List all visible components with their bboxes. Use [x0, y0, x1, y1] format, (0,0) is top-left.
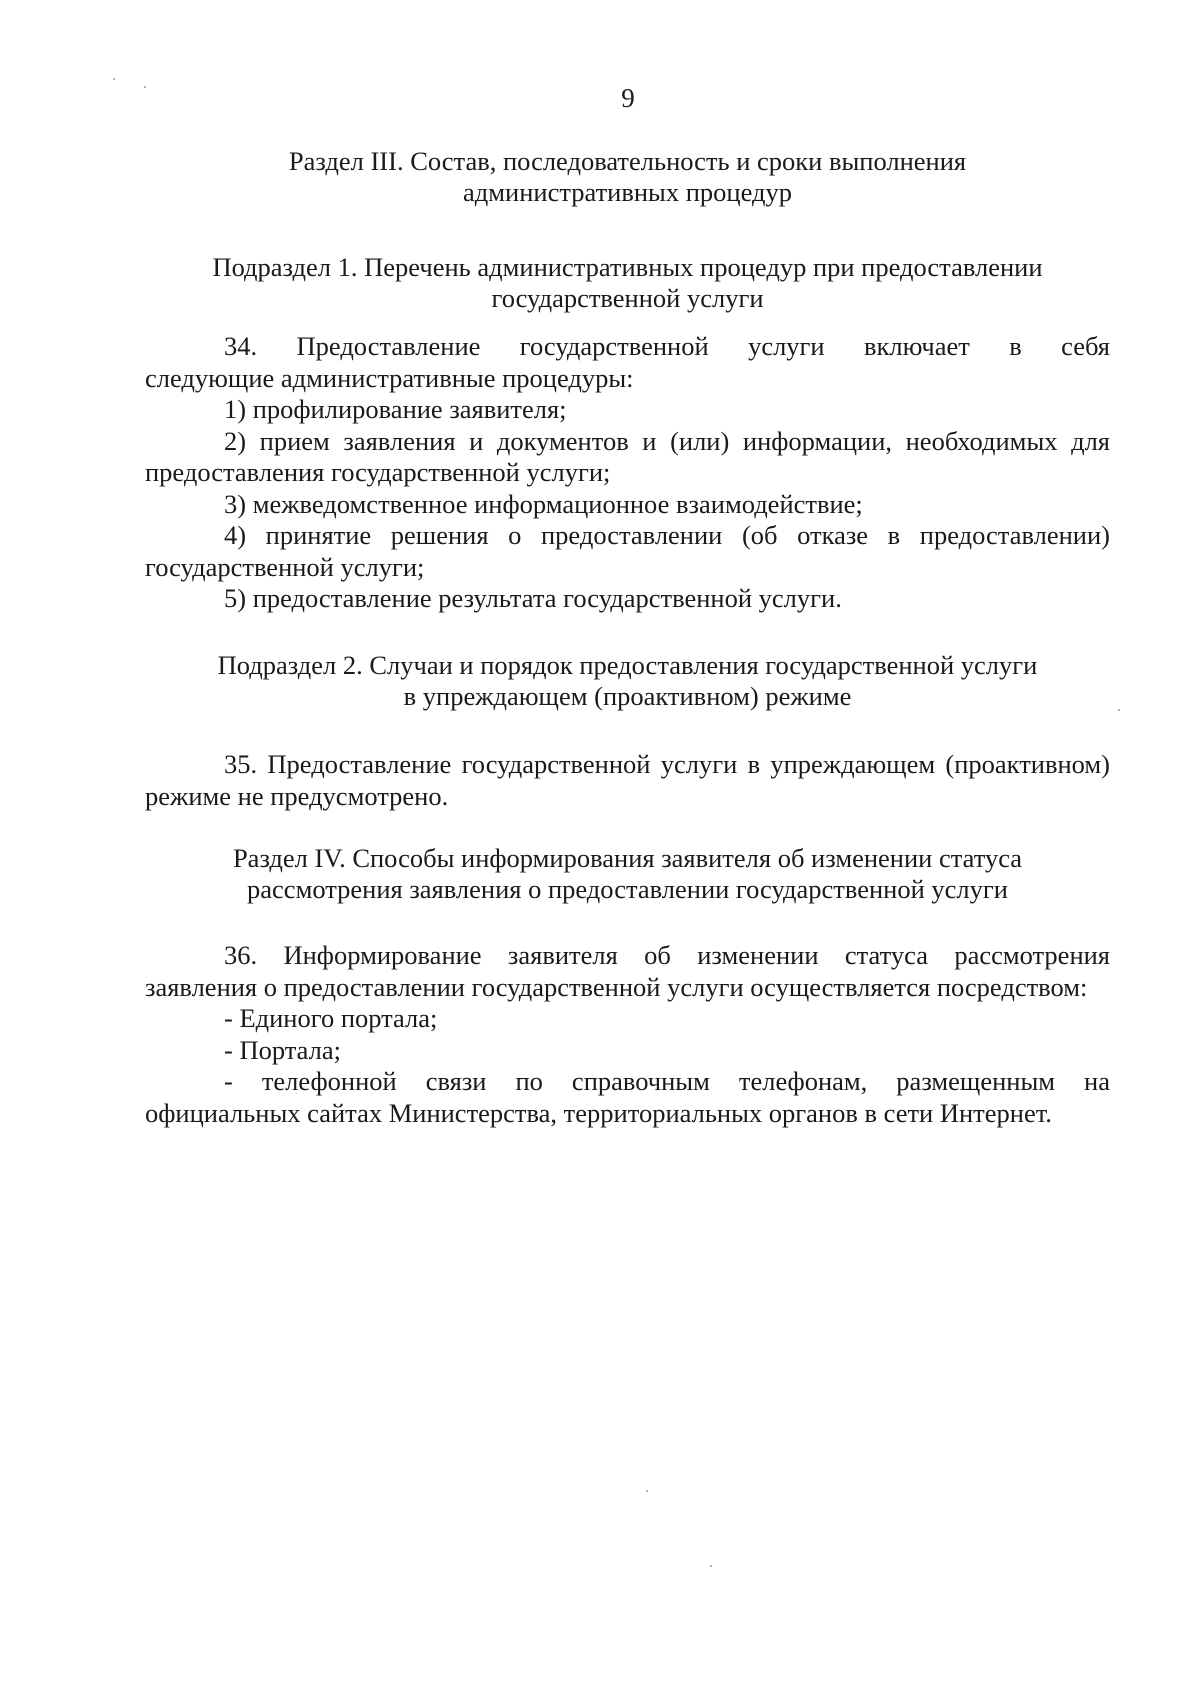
subsection-2-heading	[145, 650, 1110, 712]
section-3-title-line-2: административных процедур	[463, 177, 792, 207]
scan-speck	[144, 86, 146, 88]
channel-item-2: - Портала;	[224, 1034, 341, 1065]
procedure-item-5: 5) предоставление результата государственной услуги.	[224, 583, 842, 613]
section-4-title-line-2: рассмотрения заявления о предоставлении государственной услуги	[247, 874, 1008, 904]
subsection-2-title-line-1: Подраздел 2. Случаи и порядок предоставления государственной услуги	[217, 650, 1038, 680]
channel-item-1: - Единого портала;	[224, 1003, 438, 1033]
subsection-1-title-line-1: Подраздел 1. Перечень административных процедур при предоставлении	[212, 252, 1043, 282]
paragraph-34-line-2: следующие административные процедуры:	[145, 362, 634, 393]
subsection-1-title-line-2: государственной услуги	[491, 283, 764, 313]
scan-speck	[113, 78, 115, 80]
section-4-body	[145, 940, 1110, 1129]
scan-speck	[710, 1565, 712, 1567]
section-4-heading	[145, 843, 1110, 905]
subsection-1-body	[145, 331, 1110, 615]
section-3-heading	[145, 146, 1110, 208]
channel-item-3: - телефонной связи по справочным телефонам, размещенным на официальных сайтах Министерства, территориальных органов в сети Интернет.	[145, 1066, 1110, 1128]
procedure-item-1: 1) профилирование заявителя;	[224, 394, 567, 424]
paragraph-35: 35. Предоставление государственной услуги в упреждающем (проактивном) режиме не предусмотрено.	[145, 749, 1110, 811]
section-3-title-line-1: Раздел III. Состав, последовательность и сроки выполнения	[288, 146, 967, 176]
subsection-2-body	[145, 749, 1110, 812]
scan-speck	[1118, 709, 1120, 711]
scan-speck	[646, 1490, 648, 1492]
subsection-1-heading	[145, 252, 1110, 314]
procedure-item-4: 4) принятие решения о предоставлении (об отказе в предоставлении) государственной услуги;	[145, 520, 1110, 582]
page-number: 9	[621, 83, 635, 113]
subsection-2-title-line-2: в упреждающем (проактивном) режиме	[403, 681, 852, 711]
procedure-item-3: 3) межведомственное информационное взаимодействие;	[224, 488, 863, 519]
paragraph-36: 36. Информирование заявителя об изменении статуса рассмотрения заявления о предоставлении государственной услуги осуществляется посредством:	[145, 940, 1110, 1002]
section-4-title-line-1: Раздел IV. Способы информирования заявителя об изменении статуса	[232, 843, 1023, 873]
procedure-item-2: 2) прием заявления и документов и (или) информации, необходимых для предоставления государственной услуги;	[145, 425, 1110, 487]
paragraph-34-line-1: 34. Предоставление государственной услуги включает в себя	[224, 331, 1110, 361]
